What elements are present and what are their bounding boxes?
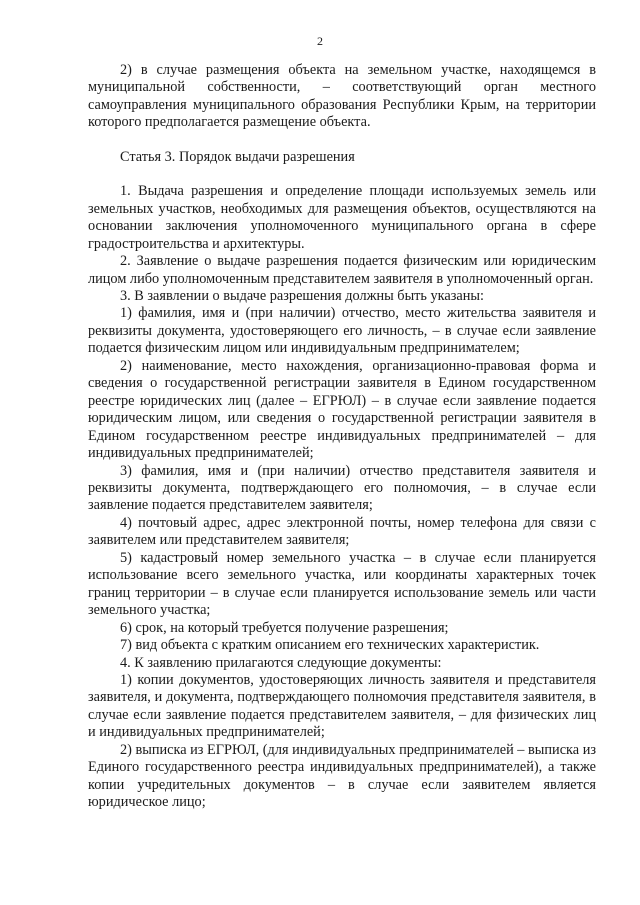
paragraph-3-3-3: 3) фамилия, имя и (при наличии) отчество представителя заявителя и реквизиты документа, подтверждающего его полномочия, – в случае если заявление подается представителем заявителя;: [88, 462, 596, 514]
paragraph-3-3-4: 4) почтовый адрес, адрес электронной почты, номер телефона для связи с заявителем или представителем заявителя;: [88, 514, 596, 549]
paragraph-3-3-1: 1) фамилия, имя и (при наличии) отчество, место жительства заявителя и реквизиты документа, удостоверяющего его личность, – в случае если заявление подается физическим лицом или индивидуальным предпринимателем;: [88, 305, 596, 357]
paragraph-3-3: 3. В заявлении о выдаче разрешения должны быть указаны:: [120, 287, 484, 304]
document-body: [88, 62, 596, 812]
paragraph-3-2: 2. Заявление о выдаче разрешения подается физическим или юридическим лицом либо уполномоченным представителем заявителя в уполномоченный орган.: [88, 253, 596, 287]
paragraph-3-4: 4. К заявлению прилагаются следующие документы:: [120, 654, 442, 671]
paragraph-3-3-7: 7) вид объекта с кратким описанием его технических характеристик.: [120, 637, 540, 654]
article-3-heading: Статья 3. Порядок выдачи разрешения: [120, 148, 355, 165]
paragraph-3-4-2: 2) выписка из ЕГРЮЛ, (для индивидуальных предпринимателей – выписка из Единого государственного реестра индивидуальных предпринимателей), а также копии учредительных документов – в случае если заявителем является юридическое лицо;: [88, 741, 596, 811]
paragraph-3-3-6: 6) срок, на который требуется получение разрешения;: [120, 619, 449, 636]
paragraph-item-2: 2) в случае размещения объекта на земельном участке, находящемся в муниципальной собственности, – соответствующий орган местного самоуправления муниципального образования Республики Крым, на территории которого предполагается размещение объекта.: [88, 62, 596, 131]
paragraph-3-3-2: 2) наименование, место нахождения, организационно-правовая форма и сведения о государственной регистрации заявителя в Едином государственном реестре юридических лиц (далее – ЕГРЮЛ) – в случае если заявление подается юридическим лицом, или сведения о государственной регистрации заявителя в Едином государственном реестре индивидуальных предпринимателей – для индивидуальных предпринимателей;: [88, 357, 596, 462]
paragraph-3-3-5: 5) кадастровый номер земельного участка – в случае если планируется использование всего земельного участка, или координаты характерных точек границ территории – в случае если планируется использование земель или части земельного участка;: [88, 549, 596, 619]
page-number: 2: [317, 34, 323, 48]
paragraph-3-4-1: 1) копии документов, удостоверяющих личность заявителя и представителя заявителя, и документа, подтверждающего полномочия представителя заявителя, в случае если заявление подается представителем заявителя, – для физических лиц и индивидуальных предпринимателей;: [88, 671, 596, 741]
paragraph-3-1: 1. Выдача разрешения и определение площади используемых земель или земельных участков, необходимых для размещения объектов, осуществляются на основании заключения уполномоченного муниципального органа в сфере градостроительства и архитектуры.: [88, 183, 596, 252]
